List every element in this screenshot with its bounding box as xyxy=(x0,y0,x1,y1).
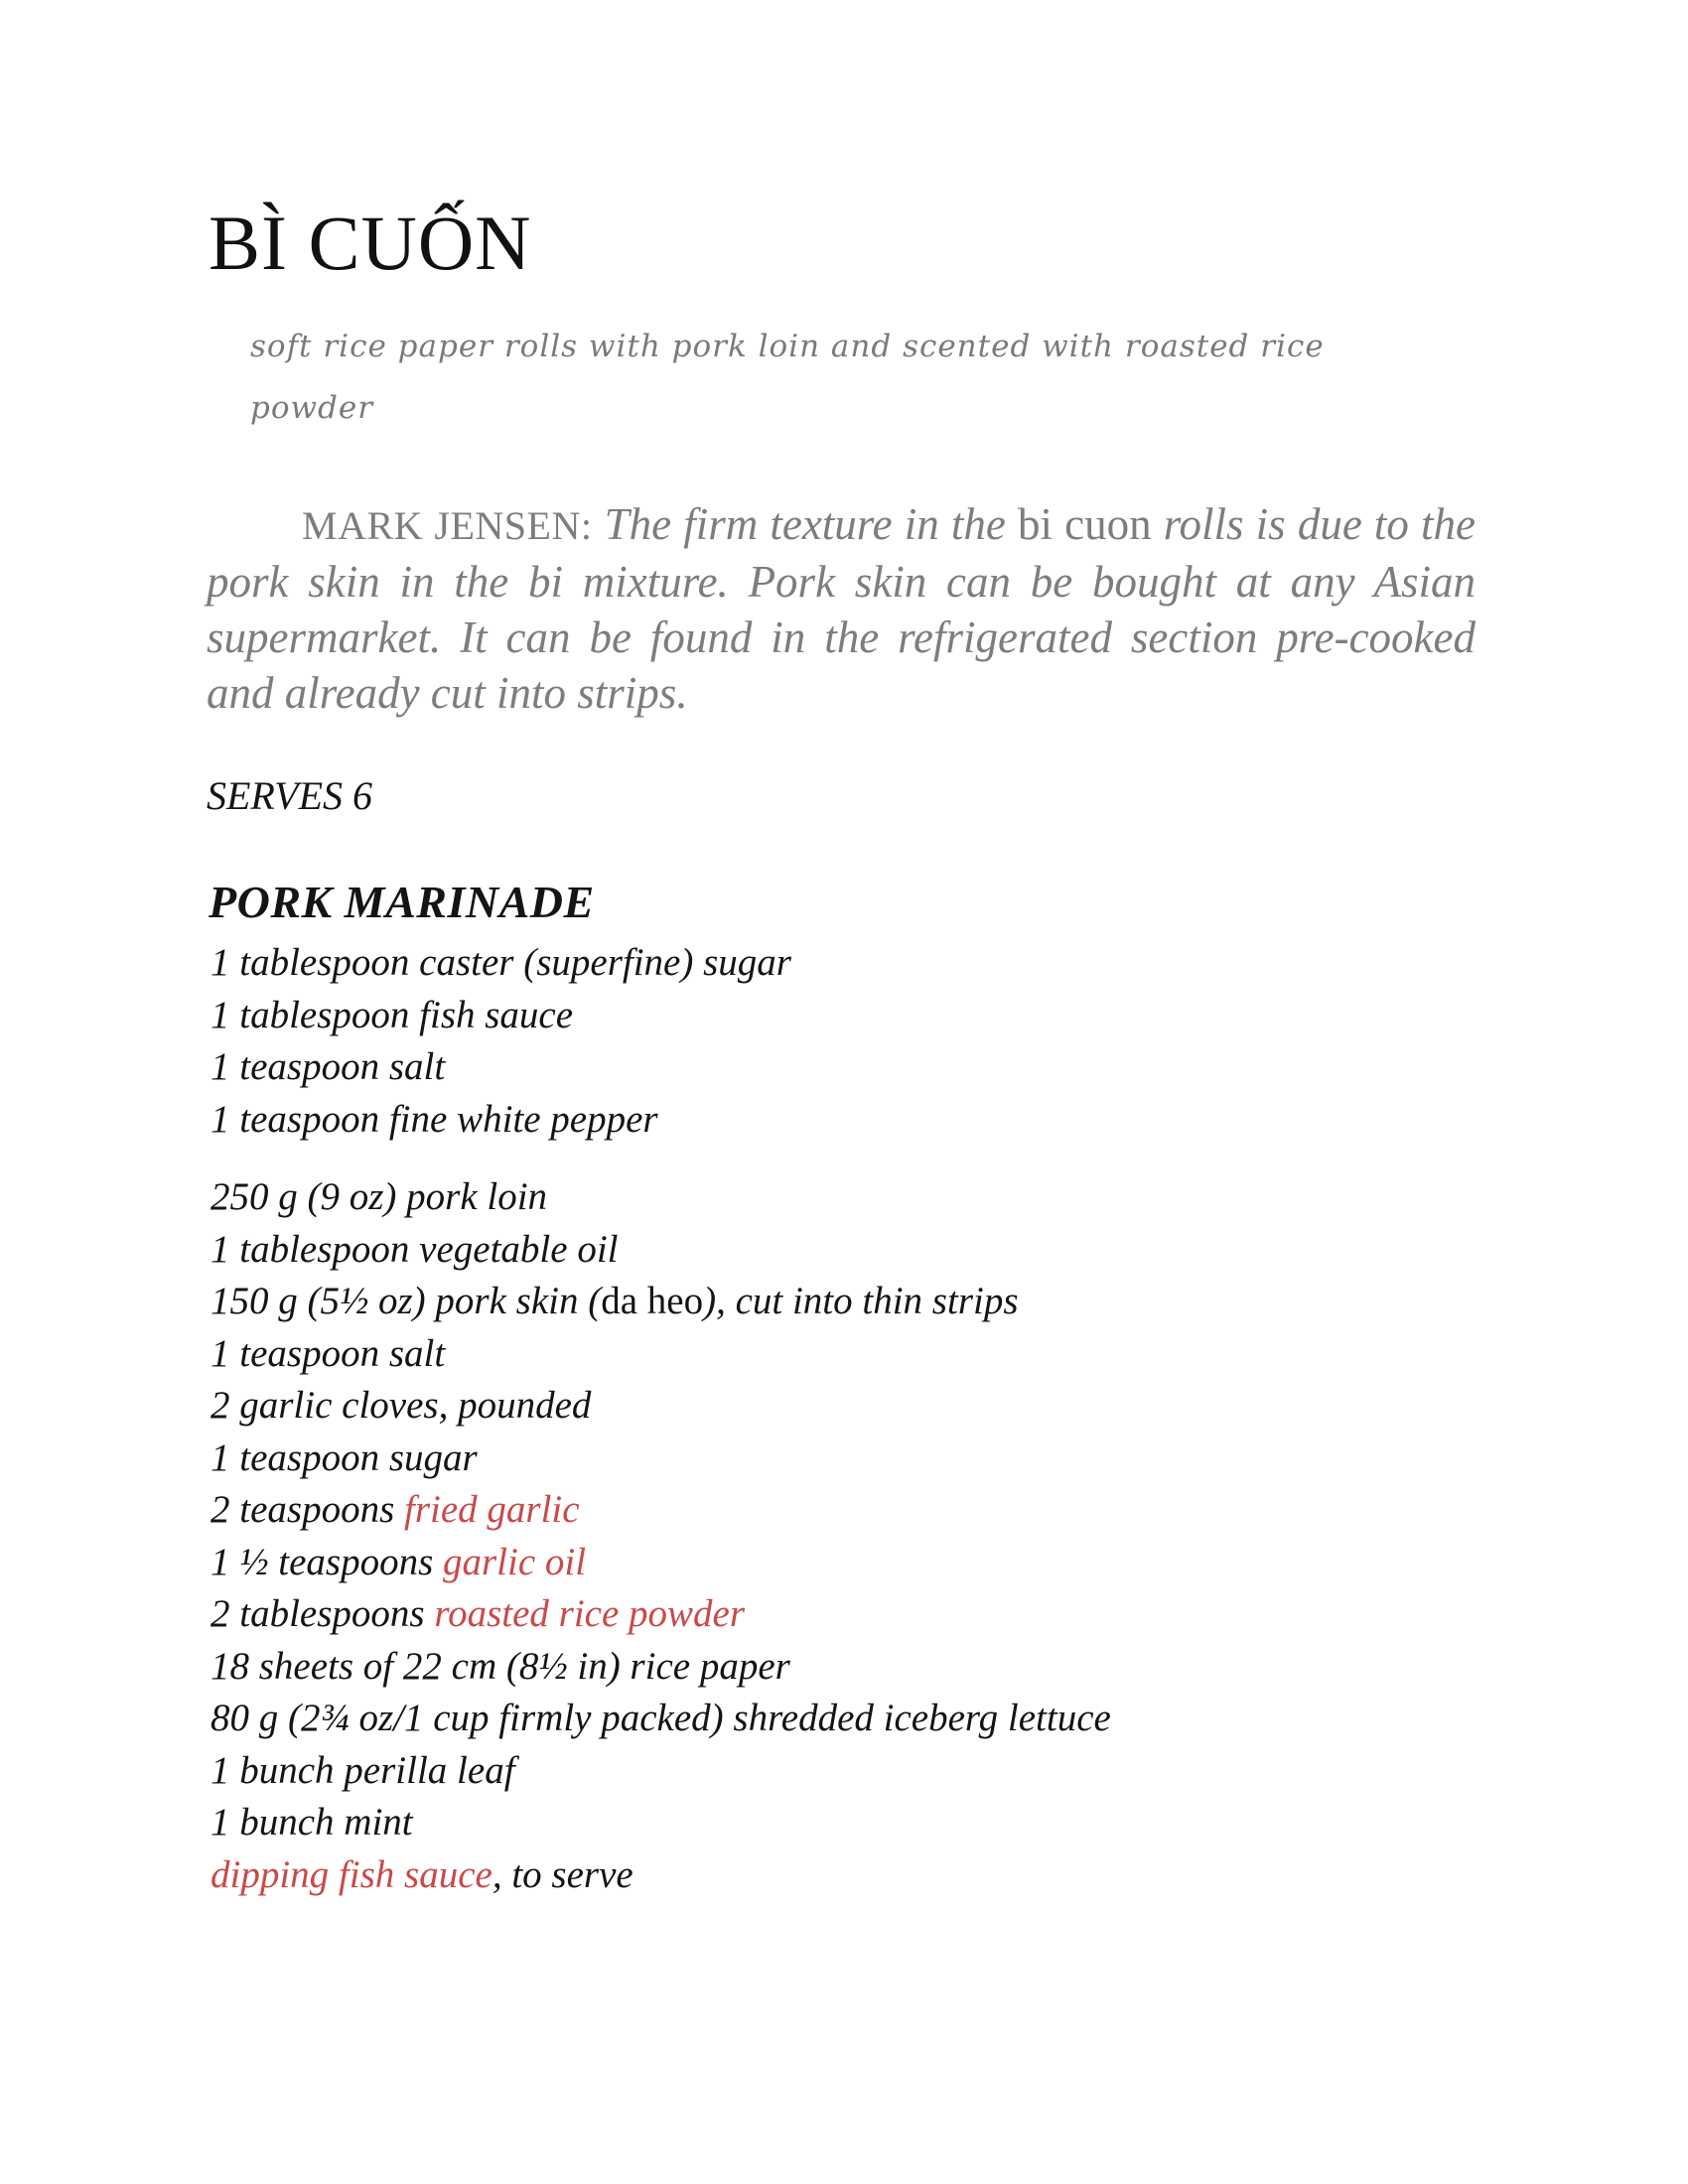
note-term: bi cuon xyxy=(1017,499,1152,549)
ingredient: 250 g (9 oz) pork loin xyxy=(211,1175,548,1218)
ingredient: 1 bunch perilla leaf xyxy=(211,1748,515,1792)
garlic-oil-link[interactable]: garlic oil xyxy=(443,1540,587,1583)
ingredient: 1 bunch mint xyxy=(211,1801,413,1843)
ingredient: 1 teaspoon sugar xyxy=(211,1435,478,1479)
ingredient-text: 2 teaspoons xyxy=(211,1488,395,1531)
ingredient-text: ), cut into thin strips xyxy=(703,1280,1019,1322)
subtitle-line-1: soft rice paper rolls with pork loin and scented with roasted rice xyxy=(250,329,1325,364)
marinade-ingredient-list xyxy=(211,937,791,1146)
marinade-ingredient: 1 tablespoon caster (superfine) sugar xyxy=(211,941,791,984)
fried-garlic-link[interactable]: fried garlic xyxy=(404,1488,580,1531)
marinade-ingredient: 1 teaspoon salt xyxy=(211,1045,446,1088)
ingredient-term: da heo xyxy=(601,1280,704,1322)
ingredient xyxy=(211,1537,1111,1589)
ingredient-text: 1 ½ teaspoons xyxy=(211,1540,434,1583)
note-text-2: rolls is due to the pork skin in the bi mixture. Pork skin can be bought at any Asian supermarket. It can be found in the refrigerated section pre-cooked and already cut into strips. xyxy=(207,499,1477,718)
marinade-ingredient: 1 tablespoon fish sauce xyxy=(211,993,574,1036)
marinade-ingredient: 1 teaspoon fine white pepper xyxy=(211,1097,658,1141)
recipe-title: BÌ CUỐN xyxy=(209,200,532,286)
ingredient: 2 garlic cloves, pounded xyxy=(211,1384,592,1427)
roasted-rice-powder-link[interactable]: roasted rice powder xyxy=(434,1592,746,1635)
ingredient-text: , to serve xyxy=(492,1852,633,1896)
recipe-subtitle xyxy=(250,316,1342,439)
note-author: MARK JENSEN: xyxy=(302,503,593,548)
ingredient-text: 2 tablespoons xyxy=(211,1592,425,1635)
ingredient: 1 teaspoon salt xyxy=(211,1331,446,1375)
note-text-1: The firm texture in the xyxy=(604,499,1006,549)
main-ingredient-list xyxy=(211,1171,1111,1901)
ingredient: 80 g (2¾ oz/1 cup firmly packed) shredded iceberg lettuce xyxy=(211,1697,1111,1739)
serves-count: SERVES 6 xyxy=(207,773,373,818)
dipping-fish-sauce-link[interactable]: dipping fish sauce xyxy=(211,1852,492,1896)
ingredient xyxy=(211,1849,1111,1902)
ingredient-text: 150 g (5½ oz) pork skin ( xyxy=(211,1280,602,1322)
ingredient xyxy=(211,1484,1111,1537)
chef-note xyxy=(207,496,1476,721)
ingredient xyxy=(211,1588,1111,1641)
subtitle-line-2: powder xyxy=(250,390,374,426)
marinade-heading: PORK MARINADE xyxy=(209,877,595,927)
ingredient: 1 tablespoon vegetable oil xyxy=(211,1227,619,1271)
ingredient xyxy=(211,1276,1111,1328)
ingredient: 18 sheets of 22 cm (8½ in) rice paper xyxy=(211,1644,790,1688)
